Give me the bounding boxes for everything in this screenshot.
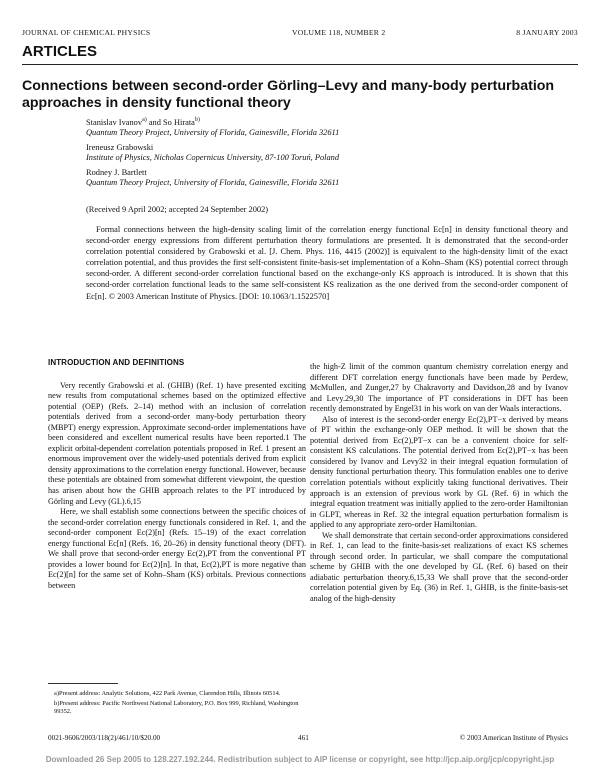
page-number: 461: [298, 734, 309, 742]
paragraph: Also of interest is the second-order energy Ec(2),PT−x derived by means of PT within the exchange-only OEP method. It will be shown that the potential derived from Ec(2),PT−x can be a convenient choice for self-consistent KS calculations. The potential derived from Ec(2),PT−x has been considered by Ivanov and Levy32 in their integral equation formulation of density functional perturbation theory. This formulation enables one to derive correlation potentials without explicitly taking functional derivatives. Their approach is an extension of previous work by GL (Ref. 6) in which the integral equation treatment was initially applied to the zero-order Hamiltonian in GLPT, whereas in Ref. 32 the integral equation perturbation formalism is applied to any appropriate zero-order Hamiltonian.: [310, 414, 568, 530]
copyright: © 2003 American Institute of Physics: [459, 734, 568, 742]
issue-date: 8 JANUARY 2003: [516, 28, 578, 37]
author-block: [86, 115, 566, 193]
article-title: Connections between second-order Görling–Levy and many-body perturbation approaches in density functional theory: [22, 78, 555, 111]
paragraph: Very recently Grabowski et al. (GHIB) (Ref. 1) have presented exciting new results from computational schemes based on the optimized effective potential (OEP) (Refs. 2–14) method with an inclusion of correlation potentials derived from a second-order many-body perturbation theory (MBPT) energy expression. Approximate second-order implementations have been considered and excellent numerical results have been reported.1 The explicit orbital-dependent correlation potentials proposed in Ref. 1 present an enormous improvement over the widely-used potentials derived from explicit density approximations to the correlation energy functional. However, because these potentials are obtained from somewhat different viewpoint, the question has arisen about how the GHIB approach relates to the PT introduced by Görling and Levy (GL).6,15: [48, 380, 306, 506]
footnote-a: a)Present address: Analytic Solutions, 422 Park Avenue, Clarendon Hills, Illinois 60514.: [54, 690, 281, 697]
header-rule: [22, 64, 578, 65]
left-column: [48, 358, 306, 591]
volume-info: VOLUME 118, NUMBER 2: [292, 28, 386, 37]
author-line-2: Ireneusz Grabowski: [86, 142, 154, 152]
section-label: ARTICLES: [22, 43, 97, 60]
footnote-b: b)Present address: Pacific Northwest National Laboratory, P.O. Box 999, Richland, Washington 99352.: [54, 700, 299, 715]
download-notice: Downloaded 26 Sep 2005 to 128.227.192.244. Redistribution subject to AIP license or copyright, see http://jcp.aip.org/jcp/copyright.jsp: [45, 755, 555, 764]
footnotes: [48, 683, 306, 718]
paragraph: Here, we shall establish some connections between the specific choices of the second-order correlation energy functionals considered in Ref. 1, and the second-order component Ec(2)[n] (Refs. 15–19) of the exact correlation energy functional Ec[n] (Refs. 16, 20–26) in density functional theory (DFT). We shall prove that second-order energy Ec(2),PT from the conventional PT provides a lower bound for Ec(2)[n]. In that, Ec(2),PT is more negative than Ec(2)[n] for the same set of Kohn–Sham (KS) orbitals. Previous connections between: [48, 507, 306, 590]
paragraph: We shall demonstrate that certain second-order approximations considered in Ref. 1, can lead to the finite-basis-set realizations of exact KS schemes through second order. In particular, we shall compare the computational scheme by GHIB with the one developed by GL (Ref. 6) based on their adiabatic perturbation theory.6,15,33 We shall prove that the second-order correlation potential given by Eq. (36) in Ref. 1, GHIB, is the finite-basis-set analog of the high-density: [310, 530, 568, 604]
author-affiliation-3: Quantum Theory Project, University of Florida, Gainesville, Florida 32611: [86, 178, 340, 188]
author-affiliation-2: Institute of Physics, Nicholas Copernicus University, 87-100 Toruń, Poland: [86, 153, 340, 163]
article-code: 0021-9606/2003/118(2)/461/10/$20.00: [48, 734, 161, 742]
author-line-1: Stanislav Ivanov$^{a)}$ and So Hirata$^{b)}$: [86, 117, 200, 127]
paragraph: the high-Z limit of the common quantum chemistry correlation energy and different DFT correlation energy functionals have been made by Perdew, McMullen, and Zunger,27 by Chakravorty and Davidson,28 and by Ivanov and Levy.29,30 The importance of PT considerations in DFT has been recently demonstrated by Engel31 in his work on van der Waals interactions.: [310, 362, 568, 414]
journal-name: JOURNAL OF CHEMICAL PHYSICS: [22, 28, 151, 37]
right-column: [310, 362, 568, 605]
author-line-3: Rodney J. Bartlett: [86, 167, 147, 177]
received-dates: (Received 9 April 2002; accepted 24 September 2002): [86, 205, 269, 214]
author-affiliation-1: Quantum Theory Project, University of Florida, Gainesville, Florida 32611: [86, 128, 340, 138]
section-heading: INTRODUCTION AND DEFINITIONS: [48, 358, 185, 367]
abstract: Formal connections between the high-density scaling limit of the correlation energy functional Ec[n] in density functional theory and second-order energy expressions from different perturbation theory formulations are presented. It is demonstrated that the second-order correlation potential considered by Grabowski et al. [J. Chem. Phys. 116, 4415 (2002)] is equivalent to the high-density limit of the exact correlation potential, and thus provides the first self-consistent finite-basis-set implementation of a Kohn–Sham (KS) potential correct through second-order. A different second-order correlation functional based on the exchange-only KS approach is introduced. It is shown that this second-order correlation functional leads to the same self-consistent KS realization as the one derived from the second-order component of Ec[n]. © 2003 American Institute of Physics. [DOI: 10.1063/1.1522570]: [86, 225, 568, 301]
footnote-rule: [48, 683, 118, 684]
